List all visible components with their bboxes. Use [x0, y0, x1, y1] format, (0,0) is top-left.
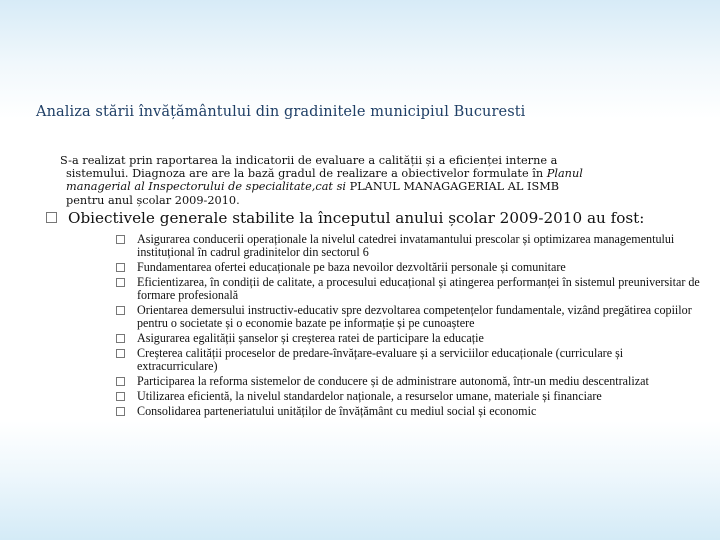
objective-text: Participarea la reforma sistemelor de conducere și de administrare autonomă, într-un mediu descentralizat [137, 374, 649, 389]
intro-paragraph [56, 154, 706, 207]
list-item [116, 261, 706, 274]
checkbox-bullet-icon [116, 235, 125, 244]
list-item [116, 233, 706, 259]
checkbox-bullet-icon [116, 306, 125, 315]
objective-text: Orientarea demersului instructiv-educativ spre dezvoltarea competențelor fundamentale, vizând pregătirea copiilor pentru o societate și o economie bazate pe informație și pe cunoaștere [137, 303, 692, 331]
intro-line-4: pentru anul școlar 2009-2010. [66, 193, 240, 207]
list-item [116, 375, 706, 388]
page-title: Analiza stării învățământului din gradinitele municipiul Bucuresti [36, 104, 526, 120]
main-bullet-text: Obiectivele generale stabilite la începutul anului școlar 2009-2010 au fost: [68, 209, 645, 227]
list-item [116, 405, 706, 418]
objective-text: Fundamentarea ofertei educaționale pe baza nevoilor dezvoltării personale și comunitare [137, 260, 566, 275]
list-item [116, 390, 706, 403]
checkbox-bullet-icon [116, 407, 125, 416]
intro-line-3-italic: managerial al Inspectorului de specialitate,cat si [66, 180, 346, 194]
intro-line-2-text: sistemului. Diagnoza are are la bază gradul de realizare a obiectivelor formulate în [66, 167, 544, 181]
list-item [116, 276, 706, 302]
intro-line-3-text: PLANUL MANAGAGERIAL AL ISMB [349, 180, 560, 194]
checkbox-bullet-icon [116, 377, 125, 386]
objectives-list [116, 233, 706, 420]
checkbox-bullet-icon [116, 392, 125, 401]
intro-line-2 [56, 167, 706, 180]
main-bullet [46, 209, 706, 227]
list-item [116, 332, 706, 345]
list-item [116, 347, 706, 373]
objective-text: Eficientizarea, în condiții de calitate, a procesului educațional și atingerea performanței în sistemul preuniversitar de formare profesională [137, 274, 700, 303]
checkbox-bullet-icon [116, 263, 125, 272]
objective-text: Creșterea calității proceselor de predare-învățare-evaluare și a serviciilor educaționale (curriculare și extracurriculare) [137, 346, 624, 374]
list-item [116, 304, 706, 330]
checkbox-bullet-icon [116, 278, 125, 287]
objective-text: Asigurarea conducerii operaționale la nivelul catedrei invatamantului prescolar și optimizarea managementului instituțional în cadrul gradinitelor din sectorul 6 [137, 232, 675, 260]
objective-text: Utilizarea eficientă, la nivelul standardelor naționale, a resurselor umane, materiale și financiare [137, 389, 602, 404]
intro-line-3 [56, 180, 706, 193]
checkbox-bullet-icon [116, 334, 125, 343]
checkbox-bullet-icon [116, 349, 125, 358]
intro-line-2-italic: Planul [546, 167, 583, 181]
checkbox-bullet-icon [46, 212, 57, 223]
objective-text: Asigurarea egalității șanselor și creșterea ratei de participare la educație [137, 331, 484, 346]
intro-line-1: S-a realizat prin raportarea la indicatorii de evaluare a calității și a eficienței interne a [60, 154, 558, 167]
objective-text: Consolidarea parteneriatului unităților de învățământ cu mediul social și economic [137, 403, 537, 418]
